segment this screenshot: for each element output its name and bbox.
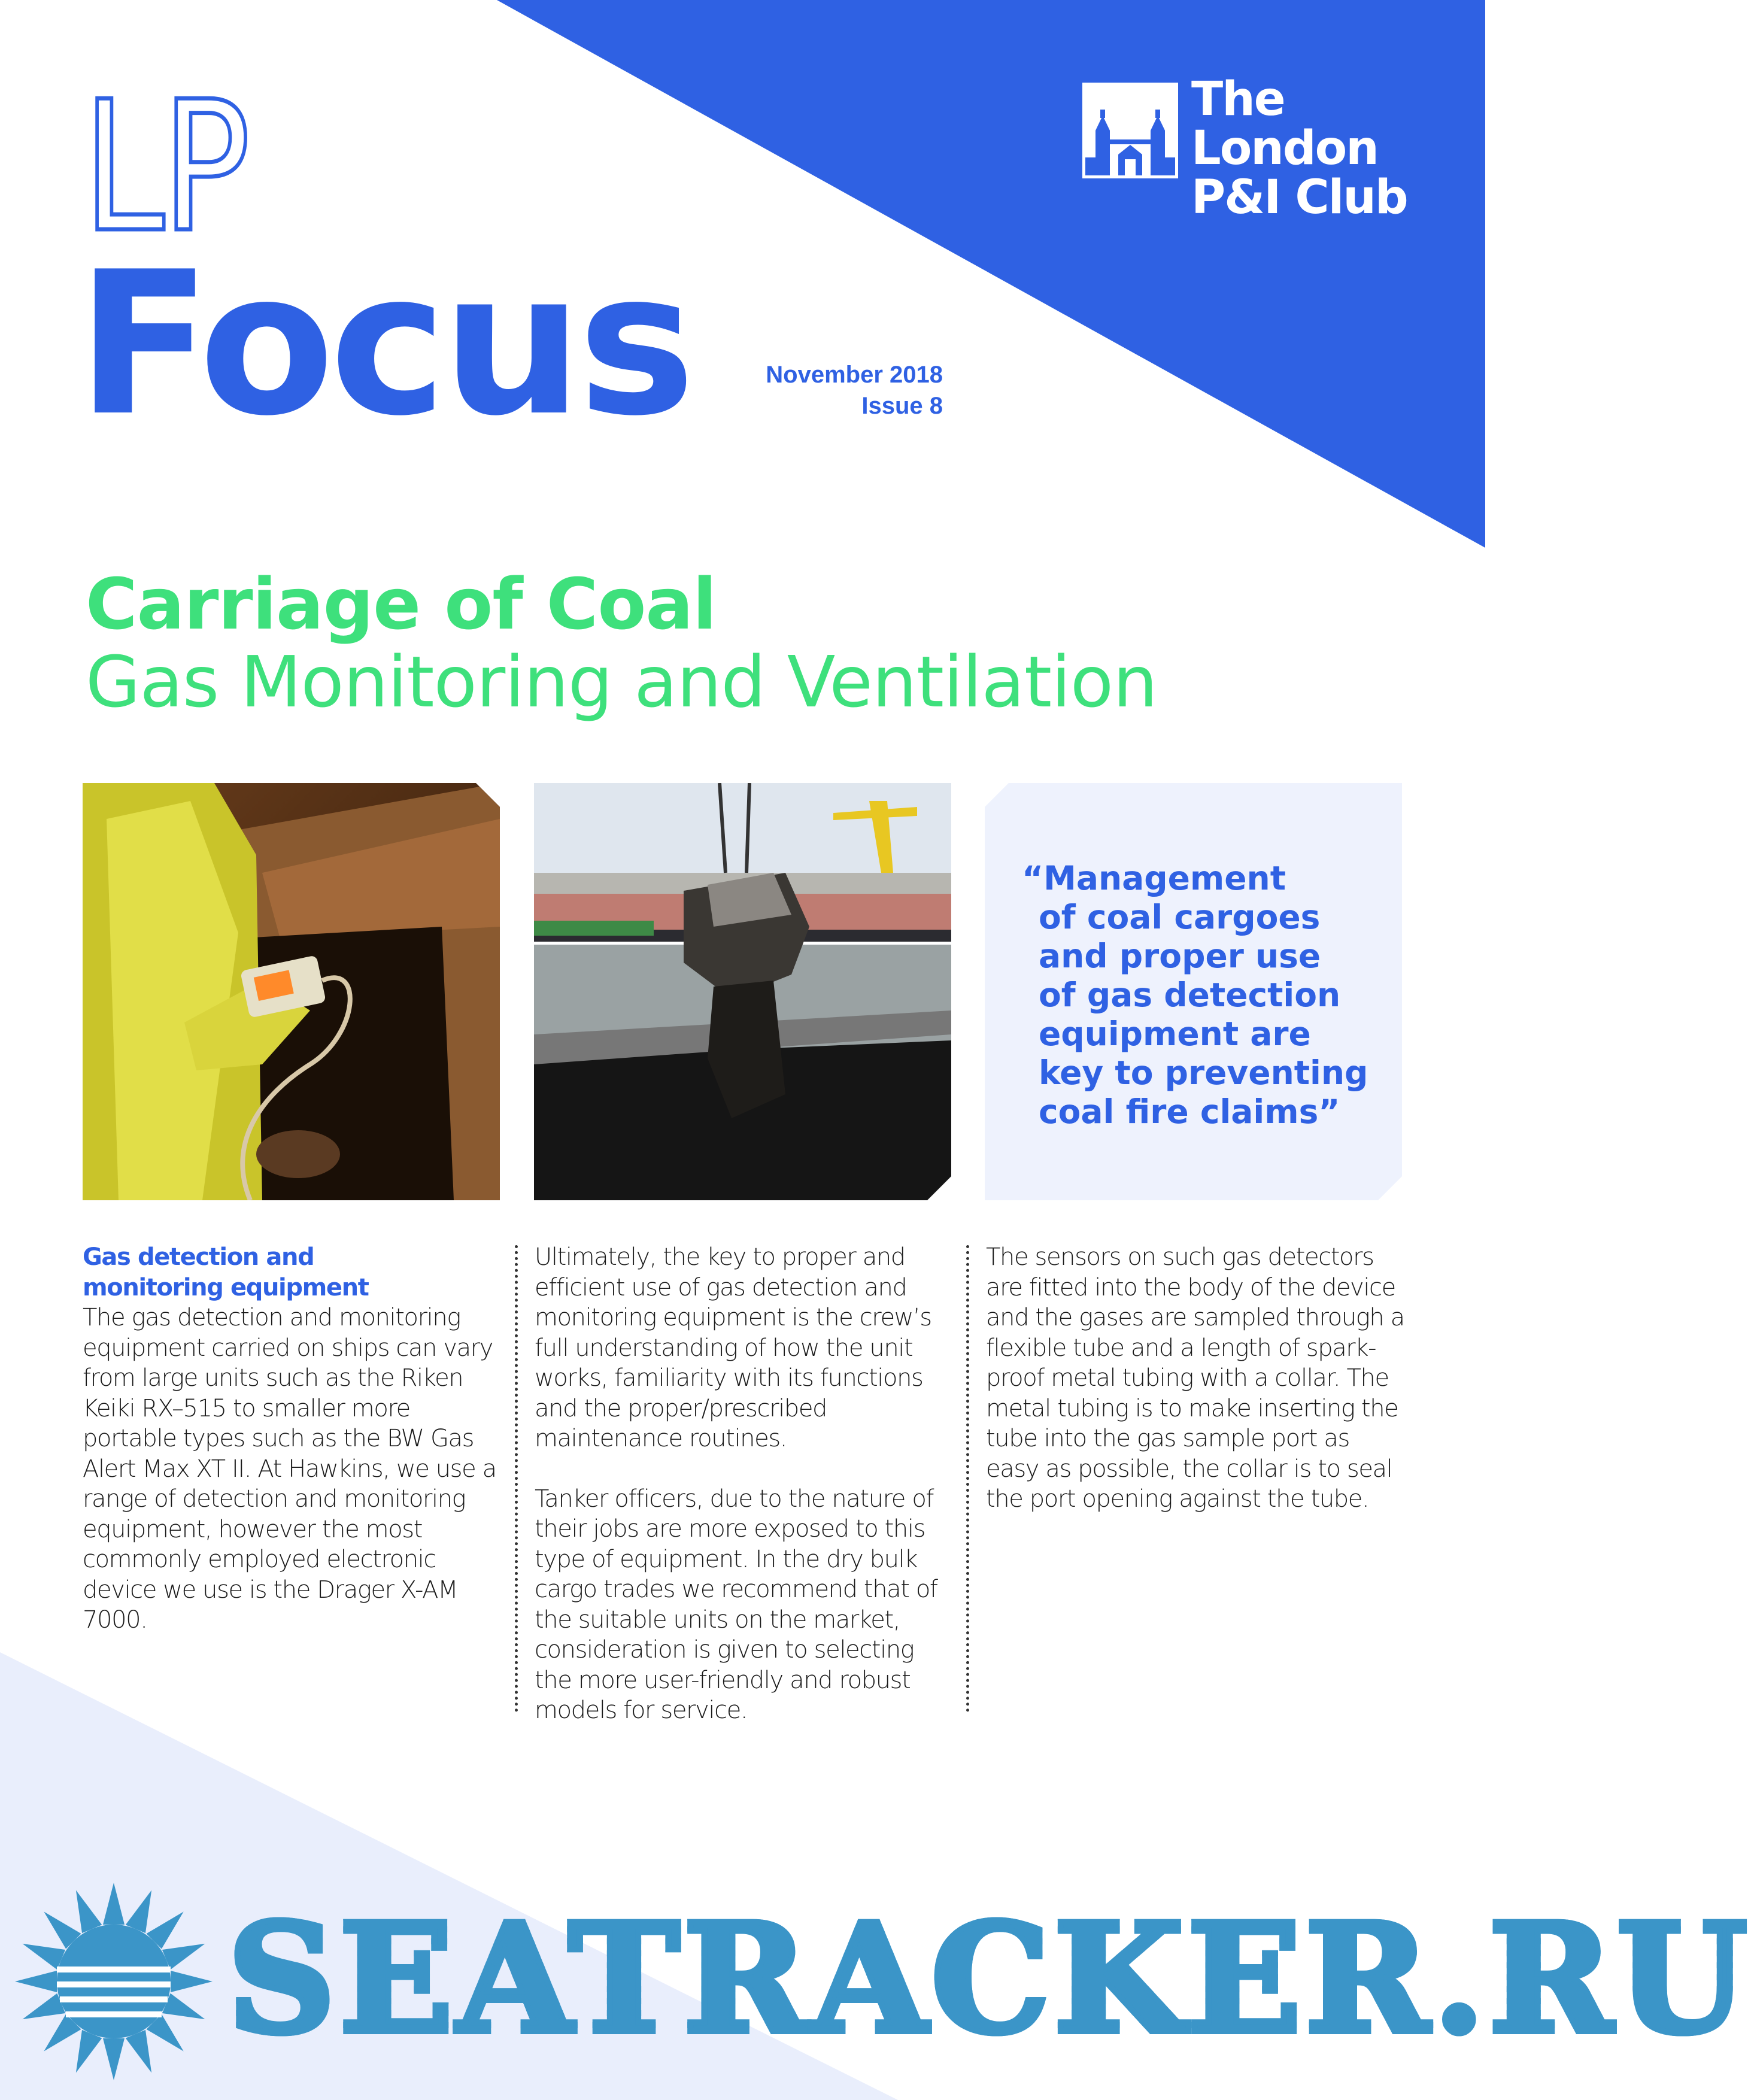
column-1-body: The gas detection and monitoring equipment carried on ships can vary from large units such as the Riken Keiki RX–515 to smaller more portable types such as the BW Gas Alert Max XT II. At Hawkins, we use a range of detection and monitoring equipment, however the most commonly employed electronic device we use is the Drager X-AM 7000. [83,1304,496,1634]
column-3 [986,1242,1405,1544]
section-subhead [83,1242,502,1303]
column-2-para-1: Ultimately, the key to proper and efficient use of gas detection and monitoring equipment is the crew’s full understanding of how the unit works, familiarity with its functions and the proper/prescribed maintenance routines. [535,1243,931,1452]
logo-line-3: P&I Club [1191,171,1407,224]
photo-gas-detector [83,783,500,1200]
masthead-focus: Focus [77,229,691,459]
column-2-para-2: Tanker officers, due to the nature of their jobs are more exposed to this type of equipment. In the dry bulk cargo trades we recommend that of the suitable units on the market, consideration is given to selecting the more user-friendly and robust models for service. [535,1485,937,1724]
sun-watermark-icon [12,1880,216,2083]
article-subtitle: Gas Monitoring and Ventilation [86,641,1157,723]
photo-coal-grab [534,783,951,1200]
subhead-line-1: Gas detection and [83,1243,314,1271]
tower-bridge-logo-icon [1082,83,1178,178]
logo-line-1: The [1191,72,1285,126]
column-3-para-1: The sensors on such gas detectors are fitted into the body of the device and the gases are sampled through a flexible tube and a length of spark-proof metal tubing with a collar. The metal tubing is to make inserting the tube into the gas sample port as easy as possible, the collar is to seal the port opening against the tube. [986,1243,1404,1513]
pull-quote [1022,859,1374,1131]
column-divider-1 [515,1245,518,1712]
pull-quote-line: of gas detection [1039,976,1341,1014]
club-logo-text [1191,72,1407,224]
issue-date: November 2018 [766,362,943,388]
column-divider-2 [966,1245,969,1712]
subhead-line-2: monitoring equipment [83,1273,369,1301]
pull-quote-line: “Management [1022,859,1286,897]
pull-quote-line: key to preventing [1039,1054,1368,1092]
masthead-lp: LP [83,63,248,272]
logo-line-2: London [1191,122,1378,175]
issue-number: Issue 8 [861,393,943,419]
column-2 [535,1242,954,1756]
watermark-text: SEATRACKER.RU [227,1890,1751,2066]
pull-quote-line: coal fire claims” [1039,1093,1340,1131]
column-1 [83,1242,502,1665]
issue-info [766,359,943,421]
article-title: Carriage of Coal [86,563,717,645]
pull-quote-line: of coal cargoes [1039,898,1321,936]
pull-quote-line: and proper use [1039,937,1321,975]
pull-quote-line: equipment are [1039,1015,1311,1053]
